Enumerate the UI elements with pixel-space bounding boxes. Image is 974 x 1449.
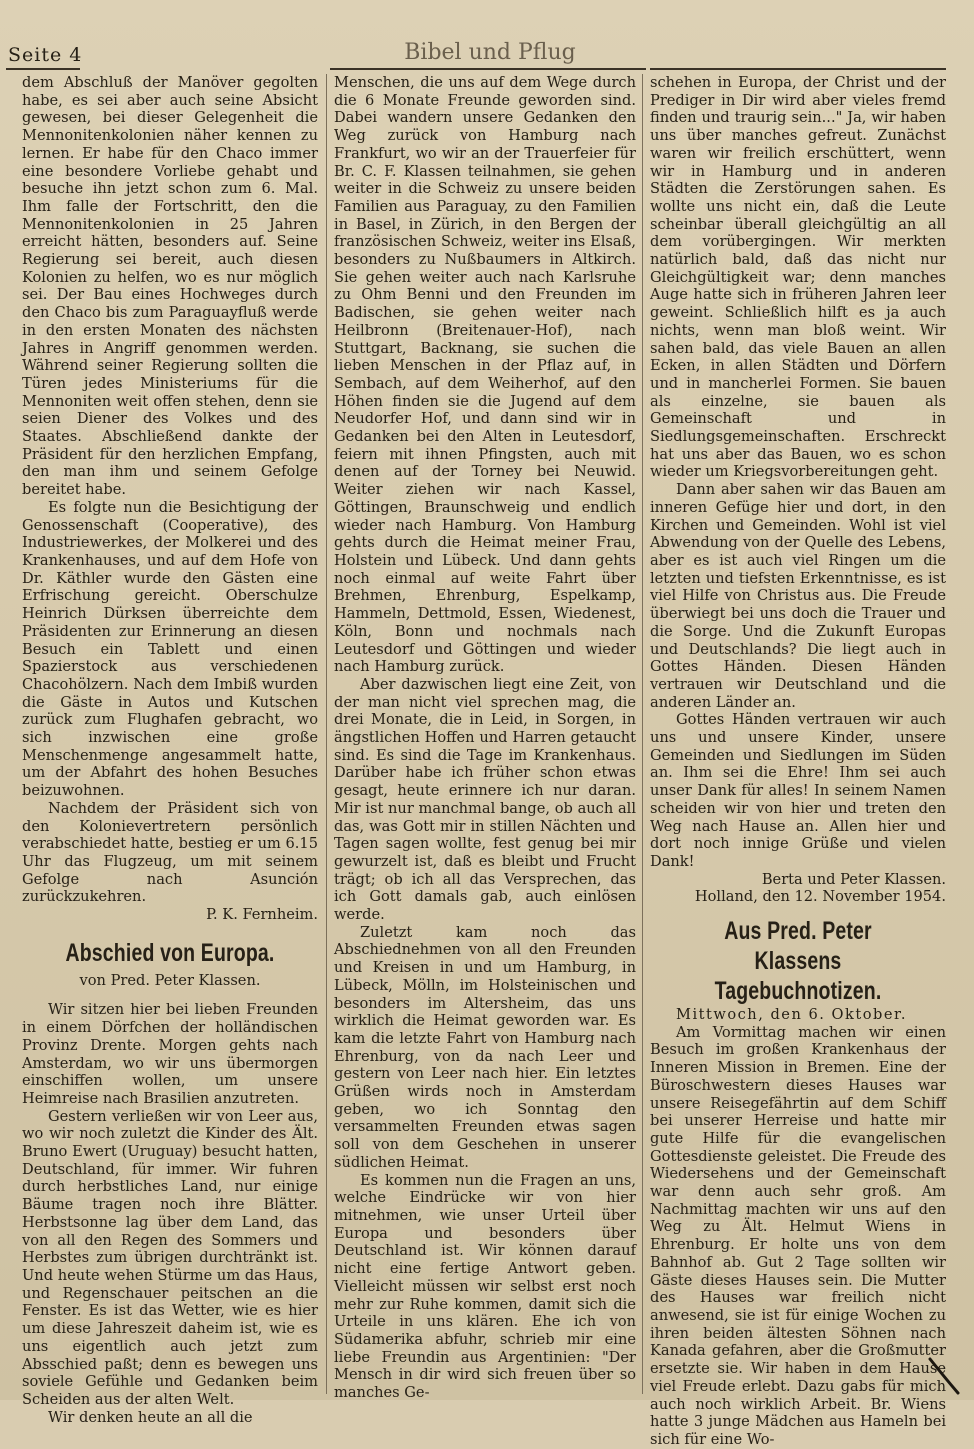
ink-stroke-mark: [928, 1355, 962, 1395]
paragraph: Wir denken heute an all die: [48, 1408, 253, 1426]
article-signature: P. K. Fernheim.: [206, 906, 318, 924]
paragraph: Gottes Händen vertrauen wir auch uns und unsere Kinder, unsere Gemeinden und Siedlungen im Süden an. Ihm sei die Ehre! Ihm sei auch unser Dank für alles! In seinem Namen scheiden wir von hier und treten den Weg nach Hause an. Allen hier und dort noch innige Grüße und vielen Dank!: [650, 711, 946, 870]
column-divider-1: [326, 74, 327, 1394]
article-signature: Berta und Peter Klassen.: [761, 870, 946, 888]
paragraph: Wir sitzen hier bei lieben Freunden in einem Dörfchen der holländischen Provinz Drente. Morgen gehts nach Amsterdam, wo wir uns übermorgen einschiffen wollen, um unsere Heimreise nach Brasilien anzutreten.: [22, 1001, 318, 1107]
paragraph: Aber dazwischen liegt eine Zeit, von der man nicht viel sprechen mag, die drei Monate, die in Leid, in Sorgen, in ängstlichen Hoffen und Harren getaucht sind. Es sind die Tage im Krankenhaus. Darüber habe ich früher schon etwas gesagt, heute erinnere ich nur daran. Mir ist nur manchmal bange, ob auch all das, was Gott mir in stillen Nächten und Tagen sagen wollte, fest genug bei mir gewurzelt ist, daß es bleibt und Frucht trägt; ob ich all das Versprechen, das ich Gott damals gab, auch einlösen werde.: [334, 675, 636, 924]
article-headline-line-1: Aus Pred. Peter Klassens: [724, 917, 872, 976]
column-3: [650, 74, 946, 1449]
paragraph: Gestern verließen wir von Leer aus, wo wir noch zuletzt die Kinder des Ält. Bruno Ewert (Uruguay) besucht hatten, Deutschland, für immer. Wir fuhren durch herbstliches Land, nur einige Bäume tragen noch ihre Blätter. Herbstsonne lag über dem Land, das von all den Regen des Sommers und Herbstes zum übrigen durchtränkt ist. Und heute wehen Stürme um das Haus, und Regenschauer peitschen an die Fenster. Es ist das Wetter, wie es hier um diese Jahreszeit daheim ist, wie es uns eigentlich auch jetzt zum Absschied paßt; denn es bewegen uns soviele Gefühle und Gedanken beim Scheiden aus der alten Welt.: [22, 1107, 318, 1408]
page-number: Seite 4: [8, 44, 83, 66]
article-headline: Abschied von Europa.: [65, 938, 275, 967]
column-divider-2: [642, 74, 643, 1394]
column-2: [334, 74, 636, 1402]
header-rule-center: [330, 68, 646, 70]
paragraph: Dann aber sahen wir das Bauen am inneren Gefüge hier und dort, in den Kirchen und Gemeinden. Wohl ist viel Abwendung von der Quelle des Lebens, aber es ist auch viel Ringen um die letzten und tiefsten Erkenntnisse, es ist viel Hilfe von Christus aus. Die Freude überwiegt bei uns doch die Trauer und die Sorge. Und die Zukunft Europas und Deutschlands? Die liegt auch in Gottes Händen. Diesen Händen vertrauen wir Deutschland und die anderen Länder an.: [650, 481, 946, 711]
paragraph: Es kommen nun die Fragen an uns, welche Eindrücke wir von hier mitnehmen, wie unser Urteil über Europa und besonders über Deutschland ist. Wir können darauf nicht eine fertige Antwort geben. Vielleicht müssen wir selbst erst noch mehr zur Ruhe kommen, damit sich die Urteile in uns klären. Ehe ich von Südamerika abfuhr, schrieb mir eine liebe Freundin aus Argentinien: "Der Mensch in dir wird sich freuen über so manches Ge-: [334, 1171, 636, 1402]
paragraph: Menschen, die uns auf dem Wege durch die 6 Monate Freunde geworden sind. Dabei wandern unsere Gedanken den Weg zurück von Hamburg nach Frankfurt, wo wir an der Trauerfeier für Br. C. F. Klassen teilnahmen, sie gehen weiter in die Schweiz zu unsere beiden Familien aus Paraguay, zu den Familien in Basel, in Zürich, in den Bergen der französischen Schweiz, weiter ins Elsaß, besonders zu Nußbaumers in Altkirch. Sie gehen weiter auch nach Karlsruhe zu Ohm Benni und den Freunden im Badischen, sie gehen weiter nach Heilbronn (Breitenauer-Hof), nach Stuttgart, Backnang, sie suchen die lieben Menschen in der Pflaz auf, in Sembach, auf dem Weiherhof, auf den Höhen finden sie die Jugend auf dem Neudorfer Hof, und dann sind wir in Gedanken bei den Alten in Leutesdorf, feiern mit ihnen Pfingsten, auch mit denen auf der Torney bei Neuwid. Weiter ziehen wir nach Kassel, Göttingen, Braunschweig und endlich wieder nach Hamburg. Von Hamburg gehts durch die Heimat meiner Frau, Holstein und Lübeck. Und dann gehts noch einmal auf weite Fahrt über Brehmen, Ehrenburg, Espelkamp, Hammeln, Dettmold, Essen, Wiedenest, Köln, Bonn und nochmals nach Leutesdorf und Göttingen und wieder nach Hamburg zurück.: [334, 74, 636, 676]
header-rule-right: [650, 68, 946, 70]
article-place-date: Holland, den 12. November 1954.: [694, 888, 946, 906]
paragraph: dem Abschluß der Manöver gegolten habe, es sei aber auch seine Absicht gewesen, bei dieser Gelegenheit die Mennonitenkolonien näher kennen zu lernen. Er habe für den Chaco immer eine besondere Vorliebe gehabt und besuche ihn jetzt schon zum 6. Mal. Ihm falle der Fortschritt, den die Mennonitenkolonien in 25 Jahren erreicht hätten, besonders auf. Seine Regierung sei bereit, auch diesen Kolonien zu helfen, wo es nur möglich sei. Der Bau eines Hochweges durch den Chaco bis zum Paraguayfluß werde in den ersten Monaten des nächsten Jahres in Angriff genommen werden. Während seiner Regierung sollten die Türen jedes Ministeriums für die Mennoniten weit offen stehen, denn sie seien Diener des Volkes und des Staates. Abschließend dankte der Präsident für den herzlichen Empfang, den man ihm und seinem Gefolge bereitet habe.: [22, 74, 318, 499]
paragraph: Zuletzt kam noch das Abschiednehmen von all den Freunden und Kreisen in und um Hamburg, in Lübeck, Mölln, im Holsteinischen und besonders im Altersheim, das uns wirklich die Heimat geworden war. Es kam die letzte Fahrt von Hamburg nach Ehrenburg, von da nach Leer und gestern von Leer nach hier. Ein letztes Grüßen wirds noch in Amsterdam geben, wo ich Sonntag den versammelten Freunden etwas sagen soll von dem Geschehen in unserer südlichen Heimat.: [334, 923, 636, 1171]
column-1: [22, 74, 318, 1426]
paragraph: Am Vormittag machen wir einen Besuch im großen Krankenhaus der Inneren Mission in Bremen. Eine der Büroschwestern dieses Hauses war unsere Reisegefährtin auf dem Schiff bei unserer Herreise und hatte mir gute Hilfe für die evangelischen Gottesdienste geleistet. Die Freude des Wiedersehens und der Gemeinschaft war denn auch sehr groß. Am Nachmittag machten wir uns auf den Weg zu Ält. Helmut Wiens in Ehrenburg. Er holte uns von dem Bahnhof ab. Gut 2 Tage sollten wir Gäste dieses Hauses sein. Die Mutter des Hauses war freilich nicht anwesend, sie ist für einige Wochen zu ihren beiden ältesten Söhnen nach Kanada gefahren, aber die Großmutter ersetzte sie. Wir haben in dem Hause viel Freude erlebt. Dazu gabs für mich auch noch wirklich Arbeit. Br. Wiens hatte 3 junge Mädchen aus Hameln bei sich für eine Wo-: [650, 1023, 946, 1448]
running-title: Bibel und Pflug: [404, 40, 576, 65]
header-rule-left: [6, 68, 80, 70]
page-header: [0, 0, 974, 70]
article-headline-line-2: Tagebuchnotizen.: [714, 977, 882, 1006]
paragraph: schehen in Europa, der Christ und der Prediger in Dir wird aber vieles fremd finden und traurig sein..." Ja, wir haben uns über manches gefreut. Zunächst waren wir freilich erschüttert, wenn wir in Hamburg und in anderen Städten die Zerstörungen sahen. Es wollte uns nicht ein, daß die Leute scheinbar überall gleichgültig an all dem vorübergingen. Wir merkten natürlich bald, daß das nicht nur Gleichgültigkeit war; denn manches Auge hatte sich in früheren Jahren leer geweint. Schließlich hilft es ja auch nichts, wenn man bloß weint. Wir sahen bald, das viele Bauen an allen Ecken, in allen Städten und Dörfern und in mancherlei Formen. Sie bauen als einzelne, sie bauen als Gemeinschaft und in Siedlungsgemeinschaften. Erschreckt hat uns aber das Bauen, wo es schon wieder um Kriegsvorbereitungen geht.: [650, 74, 946, 481]
paragraph: Nachdem der Präsident sich von den Kolonievertretern persönlich verabschiedet hatte, bestieg er um 6.15 Uhr das Flugzeug, um mit seinem Gefolge nach Asunción zurückzukehren.: [22, 799, 318, 906]
article-byline: von Pred. Peter Klassen.: [79, 971, 261, 989]
paragraph: Es folgte nun die Besichtigung der Genossenschaft (Cooperative), des Industriewerkes, der Molkerei und des Krankenhauses, und auf dem Hofe von Dr. Käthler wurde den Gästen eine Erfrischung gereicht. Oberschulze Heinrich Dürksen überreichte dem Präsidenten zur Erinnerung an diesen Besuch ein Tablett und einen Spazierstock aus verschiedenen Chacohölzern. Nach dem Imbiß wurden die Gäste in Autos und Kutschen zurück zum Flughafen gebracht, wo sich inzwischen eine große Menschenmenge angesammelt hatte, um der Abfahrt des hohen Besuches beizuwohnen.: [22, 498, 318, 800]
diary-dateline: Mittwoch, den 6. Oktober.: [676, 1006, 907, 1024]
